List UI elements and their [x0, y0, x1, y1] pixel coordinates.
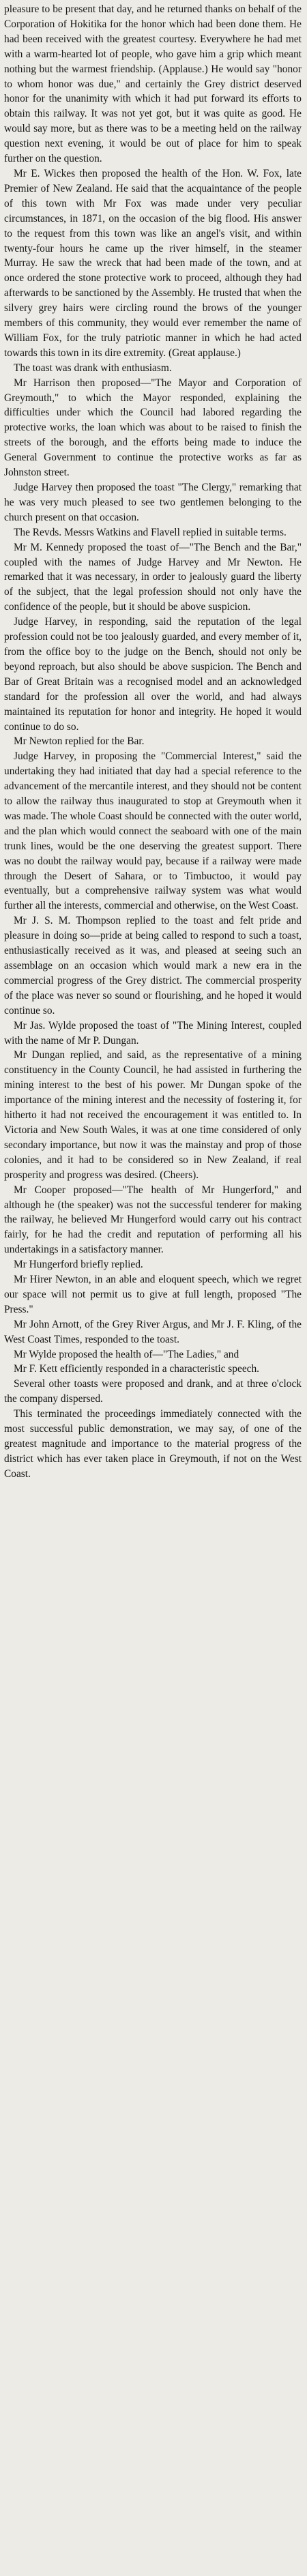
article-paragraph: Mr Hirer Newton, in an able and eloquent speech, which we regret our space will not permit us to give at full length, proposed "The Press.": [4, 1274, 302, 1315]
article-paragraph: Several other toasts were proposed and drank, and at three o'clock the company dispersed.: [4, 1378, 302, 1405]
article-paragraph: Mr M. Kennedy proposed the toast of—"The Bench and the Bar," coupled with the names of Judge Harvey and Mr Newton. He remarked that it was necessary, in order to jealously guard the liberty of the subject, that the legal profession should not only have the confidence of the people, but it should be above suspicion.: [4, 541, 302, 613]
article-paragraph: Judge Harvey, in proposing the "Commercial Interest," said the undertaking they had initiated that day had a special reference to the advancement of the mercantile interest, and they should not be content to allow the railway thus inaugurated to stop at Greymouth when it was made. The whole Coast should be connected with the outer world, and the plan which would connect the seaboard with one of the main trunk lines, would be the one deserving the greatest support. There was no doubt the railway would pay, because if a railway were made through the Desert of Sahara, or to Timbuctoo, it would pay eventually, but a comprehensive railway system was what would further all the interests, commercial and otherwise, on the West Coast.: [4, 750, 302, 912]
article-paragraph: Mr J. S. M. Thompson replied to the toast and felt pride and pleasure in doing so—pride at being called to respond to such a toast, enthusiastically received as it was, and pleased at seeing such an assemblage on an occasion which would mark a new era in the commercial progress of the Grey district. The commercial prosperity of the place was never so sound or flourishing, and he hoped it would continue so.: [4, 915, 302, 1016]
article-paragraph: Judge Harvey then proposed the toast "The Clergy," remarking that he was very much pleased to see two gentlemen belonging to the church present on that occasion.: [4, 482, 302, 523]
article-paragraph: Mr Harrison then proposed—"The Mayor and Corporation of Greymouth," to which the Mayor responded, explaining the difficulties under which the Council had labored regarding the protective works, the loan which was about to be raised to finish the streets of the borough, and the efforts being made to induce the General Government to continue the protective works as far as Johnston street.: [4, 377, 302, 479]
article-paragraph: Judge Harvey, in responding, said the reputation of the legal profession could not be too jealously guarded, and every member of it, from the office boy to the judge on the Bench, should not only be beyond reproach, but also should be above suspicion. The Bench and Bar of Great Britain was a recognised model and an acknowledged standard for the profession all over the world, and had always maintained its reputation for honor and integrity. He hoped it would continue to do so.: [4, 616, 302, 733]
article-paragraph: The Revds. Messrs Watkins and Flavell replied in suitable terms.: [14, 526, 287, 538]
article-paragraph: Mr Dungan replied, and said, as the representative of a mining constituency in the County Council, he had assisted in furthering the mining interest to the best of his power. Mr Dungan spoke of the importance of the mining interest and the necessity of fostering it, for hitherto it had not received the encouragement it was entitled to. In Victoria and New South Wales, it was at one time considered of only secondary importance, but now it was the mainstay and prop of those colonies, and it had to be considered so in New Zealand, if real prosperity and progress was desired. (Cheers).: [4, 1049, 302, 1181]
article-paragraph: The toast was drank with enthusiasm.: [14, 362, 172, 374]
article-paragraph: Mr E. Wickes then proposed the health of the Hon. W. Fox, late Premier of New Zealand. He said that the acquaintance of the people of this town with Mr Fox was made under very peculiar circumstances, in 1871, on the occasion of the big flood. His answer to the request from this town was like an angel's visit, and within twenty-four hours he came up the river himself, in the steamer Murray. He saw the wreck that had been made of the town, and at once ordered the stone protective work to proceed, although they had afterwards to be sanctioned by the Assembly. He trusted that when the silvery grey hairs were circling round the brows of the younger members of this community, they would ever remember the name of William Fox, for the truly patriotic manner in which he had acted towards this town in its dire extremity. (Great applause.): [4, 167, 302, 359]
article-paragraph: Mr Hungerford briefly replied.: [14, 1259, 143, 1271]
article-paragraph: Mr Jas. Wylde proposed the toast of "The Mining Interest, coupled with the name of Mr P. Dungan.: [4, 1019, 302, 1046]
article-paragraph: Mr Newton replied for the Bar.: [14, 735, 145, 748]
article-paragraph: Mr John Arnott, of the Grey River Argus, and Mr J. F. Kling, of the West Coast Times, responded to the toast.: [4, 1318, 302, 1345]
article-paragraph: Mr F. Kett efficiently responded in a characteristic speech.: [14, 1363, 260, 1375]
article-paragraph: Mr Cooper proposed—"The health of Mr Hungerford," and although he (the speaker) was not the successful tenderer for making the railway, he believed Mr Hungerford would carry out his contract fairly, for he had the credit and reputation of performing all his undertakings in a satisfactory manner.: [4, 1184, 302, 1256]
article-paragraph: Mr Wylde proposed the health of—"The Ladies," and: [14, 1348, 239, 1360]
article-paragraph: pleasure to be present that day, and he returned thanks on behalf of the Corporation of Hokitika for the honor which had been done them. He had been received with the greatest courtesy. Everywhere he had met with a warm-hearted lot of people, who gave him a grip which meant nothing but the warmest friendship. (Applause.) He would say "honor to whom honor was due," and certainly the Grey district deserved honor for the unanimity with which it had put forward its efforts to obtain this railway. It was not yet got, but it was quite as good. He would say more, but as there was to be a meeting held on the railway question next evening, it would be out of place for him to speak further on the question.: [4, 3, 302, 165]
article-paragraph: This terminated the proceedings immediately connected with the most successful public demonstration, we may say, of one of the greatest magnitude and importance to the material progress of the district which has ever taken place in Greymouth, if not on the West Coast.: [4, 1408, 302, 1480]
